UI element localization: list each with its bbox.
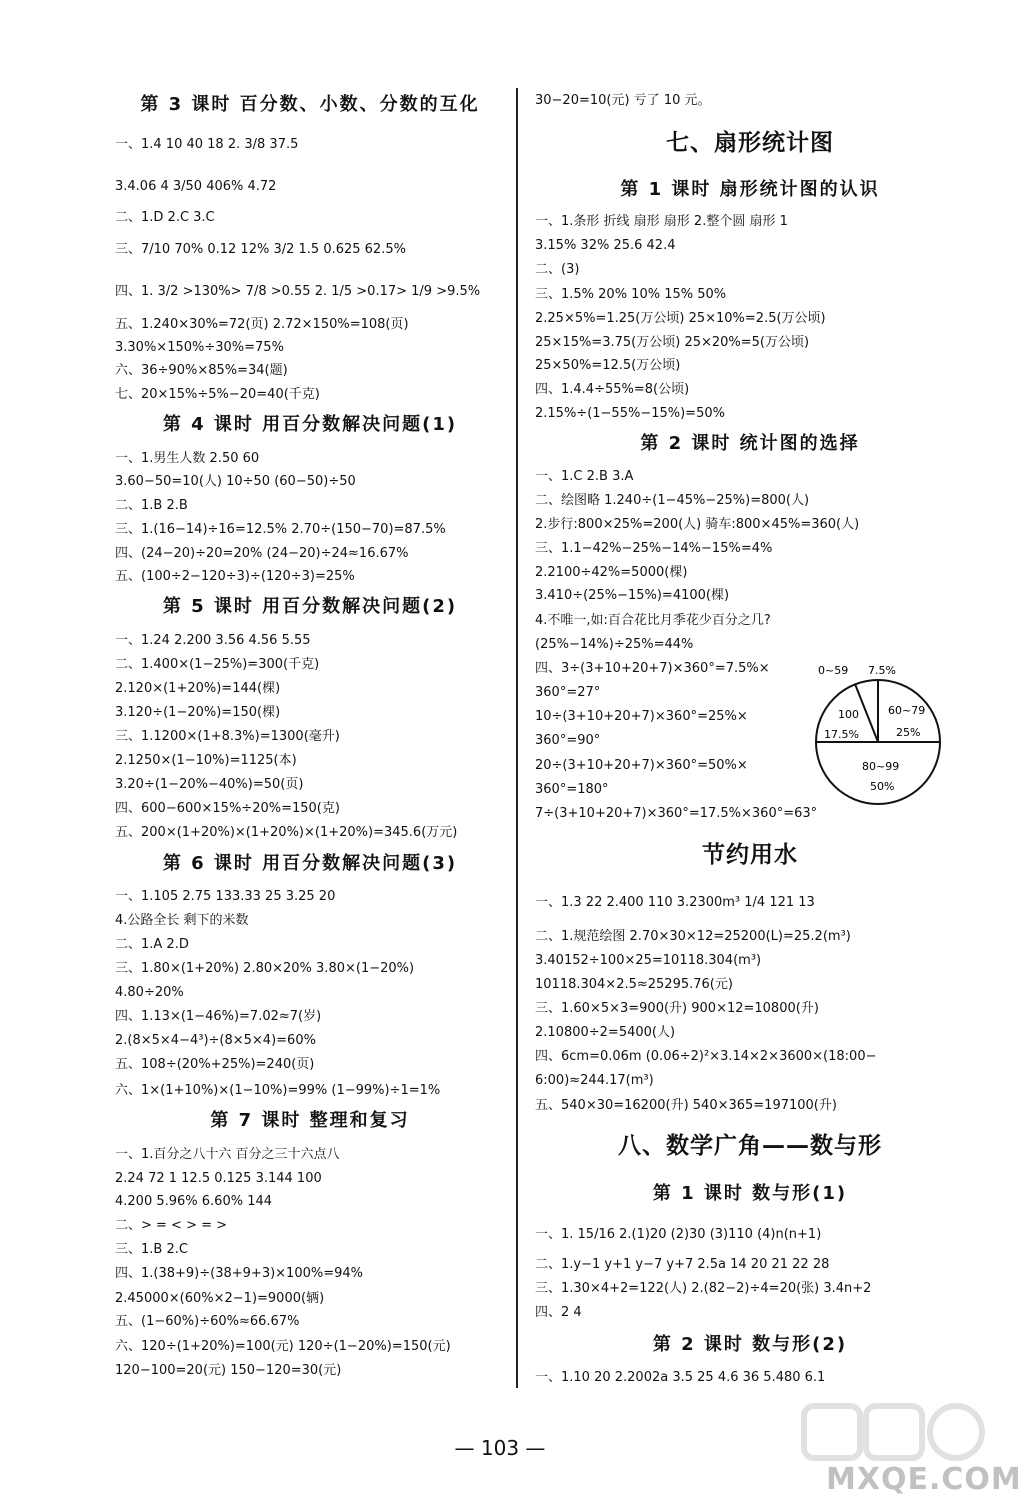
left-line-30: 二、1.A 2.D [115, 937, 189, 952]
left-line-44: 2.45000×(60%×2−1)=9000(辆) [115, 1291, 325, 1306]
right-line-13: 一、1.C 2.B 3.A [535, 469, 634, 484]
right-line-25: 20÷(3+10+20+7)×360°=50%× [535, 758, 748, 773]
left-line-9: 七、20×15%÷5%−20=40(千克) [115, 387, 320, 402]
right-lesson-2: 第 1 课时 扇形统计图的认识 [620, 179, 880, 200]
right-line-18: 3.410÷(25%−15%)=4100(棵) [535, 588, 730, 603]
left-line-20: 2.120×(1+20%)=144(棵) [115, 681, 281, 696]
right-line-36: 6:00)≈244.17(m³) [535, 1073, 654, 1088]
left-line-4: 三、7/10 70% 0.12 12% 3/2 1.5 0.625 62.5% [115, 242, 406, 257]
page-number: — 103 — [454, 1436, 546, 1460]
right-line-17: 2.2100÷42%=5000(棵) [535, 565, 688, 580]
left-line-19: 二、1.400×(1−25%)=300(千克) [115, 657, 320, 672]
left-line-24: 3.20÷(1−20%−40%)=50(页) [115, 777, 304, 792]
right-line-23: 10÷(3+10+20+7)×360°=25%× [535, 709, 748, 724]
right-line-15: 2.步行:800×25%=200(人) 骑车:800×45%=360(人) [535, 517, 860, 532]
right-line-41: 二、1.y−1 y+1 y−7 y+7 2.5a 14 20 21 22 28 [535, 1257, 830, 1272]
left-line-14: 三、1.(16−14)÷16=12.5% 2.70÷(150−70)=87.5% [115, 522, 446, 537]
left-line-5: 四、1. 3/2 >130%> 7/8 >0.55 2. 1/5 >0.17> 1/9 >9.5% [115, 284, 481, 299]
left-line-42: 三、1.B 2.C [115, 1242, 188, 1257]
watermark-text: MXQE.COM [826, 1462, 1022, 1497]
pie-label-100: 100 [838, 708, 859, 721]
right-line-6: 三、1.5% 20% 10% 15% 50% [535, 287, 727, 302]
left-line-35: 五、108÷(20%+25%)=240(页) [115, 1057, 315, 1072]
pie-label-17-5: 17.5% [824, 728, 859, 741]
left-line-6: 五、1.240×30%=72(页) 2.72×150%=108(页) [115, 317, 409, 332]
right-chapter-28: 节约用水 [702, 842, 798, 868]
right-line-4: 3.15% 32% 25.6 42.4 [535, 238, 676, 253]
left-lesson-0: 第 3 课时 百分数、小数、分数的互化 [140, 94, 480, 115]
right-line-5: 二、(3) [535, 262, 580, 277]
left-line-34: 2.(8×5×4−4³)÷(8×5×4)=60% [115, 1033, 316, 1048]
left-line-31: 三、1.80×(1+20%) 2.80×20% 3.80×(1−20%) [115, 961, 415, 976]
pie-label-0-59: 0~59 [818, 664, 849, 677]
left-line-16: 五、(100÷2−120÷3)÷(120÷3)=25% [115, 569, 355, 584]
left-line-7: 3.30%×150%÷30%=75% [115, 340, 284, 355]
pie-label-25: 25% [896, 726, 921, 739]
left-line-12: 3.60−50=10(人) 10÷50 (60−50)÷50 [115, 474, 356, 489]
right-lesson-12: 第 2 课时 统计图的选择 [640, 433, 860, 454]
right-chapter-38: 八、数学广角——数与形 [618, 1133, 882, 1159]
right-line-29: 一、1.3 22 2.400 110 3.2300m³ 1/4 121 13 [535, 895, 815, 910]
right-line-45: 一、1.10 20 2.2002a 3.5 25 4.6 36 5.480 6.1 [535, 1370, 826, 1385]
left-line-32: 4.80÷20% [115, 985, 184, 1000]
left-line-47: 120−100=20(元) 150−120=30(元) [115, 1363, 342, 1378]
left-line-39: 2.24 72 1 12.5 0.125 3.144 100 [115, 1171, 322, 1186]
right-line-31: 3.40152÷100×25=10118.304(m³) [535, 953, 762, 968]
right-line-9: 25×50%=12.5(万公顷) [535, 358, 681, 373]
left-lesson-10: 第 4 课时 用百分数解决问题(1) [162, 414, 458, 435]
right-chapter-1: 七、扇形统计图 [666, 130, 834, 156]
right-line-30: 二、1.规范绘图 2.70×30×12=25200(L)=25.2(m³) [535, 929, 851, 944]
right-line-3: 一、1.条形 折线 扇形 扇形 2.整个圆 扇形 1 [535, 214, 788, 229]
right-line-35: 四、6cm=0.06m (0.06÷2)²×3.14×2×3600×(18:00− [535, 1049, 877, 1064]
right-line-40: 一、1. 15/16 2.(1)20 (2)30 (3)110 (4)n(n+1) [535, 1227, 822, 1242]
right-lesson-39: 第 1 课时 数与形(1) [652, 1183, 848, 1204]
left-line-21: 3.120÷(1−20%)=150(棵) [115, 705, 281, 720]
left-line-41: 二、> = < > = > [115, 1218, 228, 1233]
left-line-18: 一、1.24 2.200 3.56 4.56 5.55 [115, 633, 311, 648]
left-line-38: 一、1.百分之八十六 百分之三十六点八 [115, 1147, 340, 1162]
pie-label-7-5: 7.5% [868, 664, 896, 677]
left-line-25: 四、600−600×15%÷20%=150(克) [115, 801, 340, 816]
left-line-8: 六、36÷90%×85%=34(题) [115, 363, 288, 378]
right-line-14: 二、绘图略 1.240÷(1−45%−25%)=800(人) [535, 493, 810, 508]
right-line-24: 360°=90° [535, 733, 601, 748]
left-line-3: 二、1.D 2.C 3.C [115, 210, 215, 225]
left-line-13: 二、1.B 2.B [115, 498, 188, 513]
left-line-36: 六、1×(1+10%)×(1−10%)=99% (1−99%)÷1=1% [115, 1083, 441, 1098]
left-lesson-17: 第 5 课时 用百分数解决问题(2) [162, 596, 458, 617]
left-line-26: 五、200×(1+20%)×(1+20%)×(1+20%)=345.6(万元) [115, 825, 458, 840]
right-line-21: 四、3÷(3+10+20+7)×360°=7.5%× [535, 661, 770, 676]
right-line-19: 4.不唯一,如:百合花比月季花少百分之几? [535, 613, 771, 628]
left-line-43: 四、1.(38+9)÷(38+9+3)×100%=94% [115, 1266, 364, 1281]
right-line-8: 25×15%=3.75(万公顷) 25×20%=5(万公顷) [535, 335, 810, 350]
left-line-2: 3.4.06 4 3/50 406% 4.72 [115, 179, 277, 194]
right-line-27: 7÷(3+10+20+7)×360°=17.5%×360°=63° [535, 806, 818, 821]
right-line-22: 360°=27° [535, 685, 601, 700]
left-lesson-27: 第 6 课时 用百分数解决问题(3) [162, 853, 458, 874]
right-line-43: 四、2 4 [535, 1305, 582, 1320]
left-line-23: 2.1250×(1−10%)=1125(本) [115, 753, 297, 768]
right-line-33: 三、1.60×5×3=900(升) 900×12=10800(升) [535, 1001, 819, 1016]
right-line-20: (25%−14%)÷25%=44% [535, 637, 694, 652]
left-line-46: 六、120÷(1+20%)=100(元) 120÷(1−20%)=150(元) [115, 1339, 451, 1354]
left-line-40: 4.200 5.96% 6.60% 144 [115, 1194, 273, 1209]
right-line-7: 2.25×5%=1.25(万公顷) 25×10%=2.5(万公顷) [535, 311, 826, 326]
pie-label-60-79: 60~79 [888, 704, 926, 717]
left-line-45: 五、(1−60%)÷60%≈66.67% [115, 1314, 300, 1329]
right-line-37: 五、540×30=16200(升) 540×365=197100(升) [535, 1098, 837, 1113]
left-line-29: 4.公路全长 剩下的米数 [115, 913, 249, 928]
right-line-0: 30−20=10(元) 亏了 10 元。 [535, 93, 711, 108]
column-divider [516, 88, 518, 1388]
right-line-34: 2.10800÷2=5400(人) [535, 1025, 676, 1040]
pie-label-50: 50% [870, 780, 895, 793]
pie-chart [810, 650, 940, 800]
left-line-33: 四、1.13×(1−46%)=7.02≈7(岁) [115, 1009, 322, 1024]
left-line-11: 一、1.男生人数 2.50 60 [115, 451, 260, 466]
left-line-15: 四、(24−20)÷20=20% (24−20)÷24≈16.67% [115, 546, 409, 561]
right-line-26: 360°=180° [535, 782, 609, 797]
left-line-28: 一、1.105 2.75 133.33 25 3.25 20 [115, 889, 336, 904]
right-line-42: 三、1.30×4+2=122(人) 2.(82−2)÷4=20(张) 3.4n+2 [535, 1281, 872, 1296]
right-line-32: 10118.304×2.5≈25295.76(元) [535, 977, 733, 992]
right-line-10: 四、1.4.4÷55%=8(公顷) [535, 382, 690, 397]
right-lesson-44: 第 2 课时 数与形(2) [652, 1334, 848, 1355]
left-lesson-37: 第 7 课时 整理和复习 [210, 1110, 410, 1131]
right-line-16: 三、1.1−42%−25%−14%−15%=4% [535, 541, 773, 556]
right-line-11: 2.15%÷(1−55%−15%)=50% [535, 406, 725, 421]
left-line-1: 一、1.4 10 40 18 2. 3/8 37.5 [115, 137, 299, 152]
pie-label-80-99: 80~99 [862, 760, 900, 773]
left-line-22: 三、1.1200×(1+8.3%)=1300(毫升) [115, 729, 340, 744]
